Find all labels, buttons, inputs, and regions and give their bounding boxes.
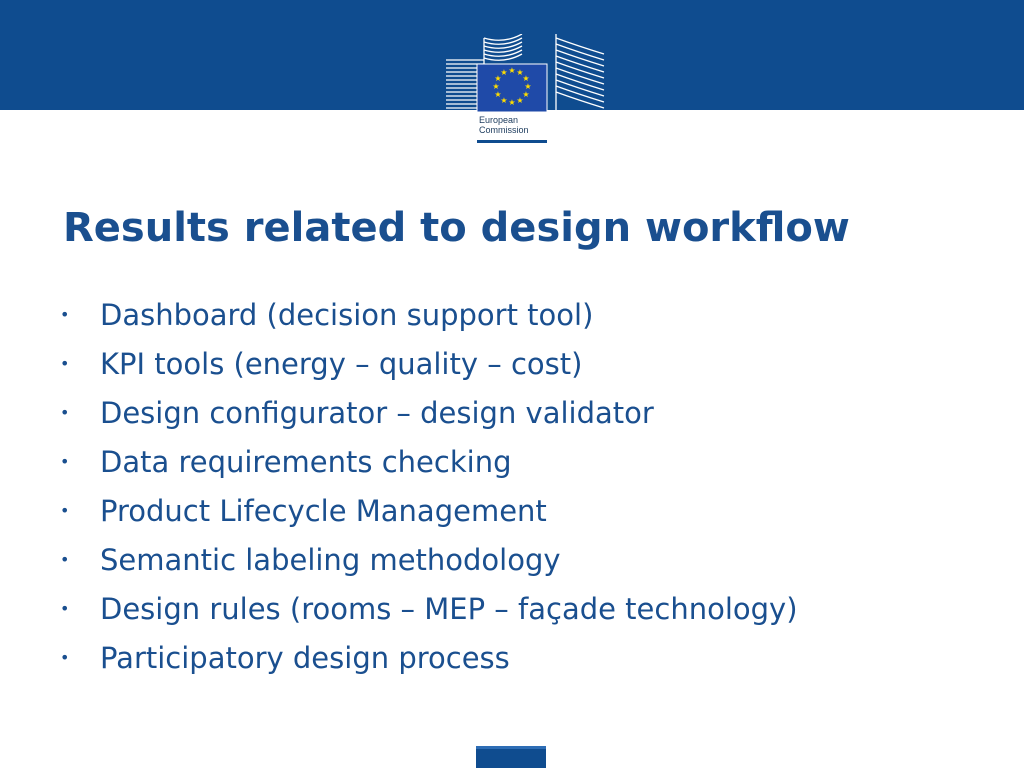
bullet-text: Product Lifecycle Management <box>100 493 547 528</box>
bullet-list <box>60 290 990 682</box>
logo-line-commission: Commission <box>479 125 529 135</box>
bullet-item <box>60 633 990 682</box>
bullet-text: Design rules (rooms – MEP – façade technology) <box>100 591 798 626</box>
svg-text:★: ★ <box>494 74 502 83</box>
bullet-text: Participatory design process <box>100 640 510 675</box>
bullet-text: Data requirements checking <box>100 444 512 479</box>
bullet-text: Design configurator – design validator <box>100 395 654 430</box>
bullet-text: KPI tools (energy – quality – cost) <box>100 346 583 381</box>
svg-text:★: ★ <box>524 82 532 91</box>
bullet-icon: • <box>60 403 70 422</box>
svg-text:★: ★ <box>500 96 508 105</box>
svg-text:★: ★ <box>500 68 508 77</box>
bullet-icon: • <box>60 354 70 373</box>
svg-text:★: ★ <box>494 90 502 99</box>
bullet-icon: • <box>60 599 70 618</box>
footer-tab <box>476 746 546 768</box>
svg-text:★: ★ <box>522 90 530 99</box>
bullet-item <box>60 535 990 584</box>
slide-title: Results related to design workflow <box>63 205 850 251</box>
bullet-text: Semantic labeling methodology <box>100 542 561 577</box>
svg-text:★: ★ <box>516 68 524 77</box>
bullet-item <box>60 290 990 339</box>
svg-text:★: ★ <box>508 98 516 107</box>
svg-text:★: ★ <box>522 74 530 83</box>
bullet-item <box>60 486 990 535</box>
svg-text:★: ★ <box>508 66 516 75</box>
bullet-icon: • <box>60 305 70 324</box>
svg-text:★: ★ <box>516 96 524 105</box>
bullet-item <box>60 339 990 388</box>
bullet-item <box>60 437 990 486</box>
bullet-item <box>60 388 990 437</box>
logo-wordmark <box>479 115 529 135</box>
bullet-icon: • <box>60 452 70 471</box>
bullet-icon: • <box>60 550 70 569</box>
bullet-item <box>60 584 990 633</box>
bullet-text: Dashboard (decision support tool) <box>100 297 594 332</box>
svg-text:★: ★ <box>492 82 500 91</box>
logo-underline <box>477 140 547 143</box>
bullet-icon: • <box>60 501 70 520</box>
bullet-icon: • <box>60 648 70 667</box>
logo-line-european: European <box>479 115 519 125</box>
